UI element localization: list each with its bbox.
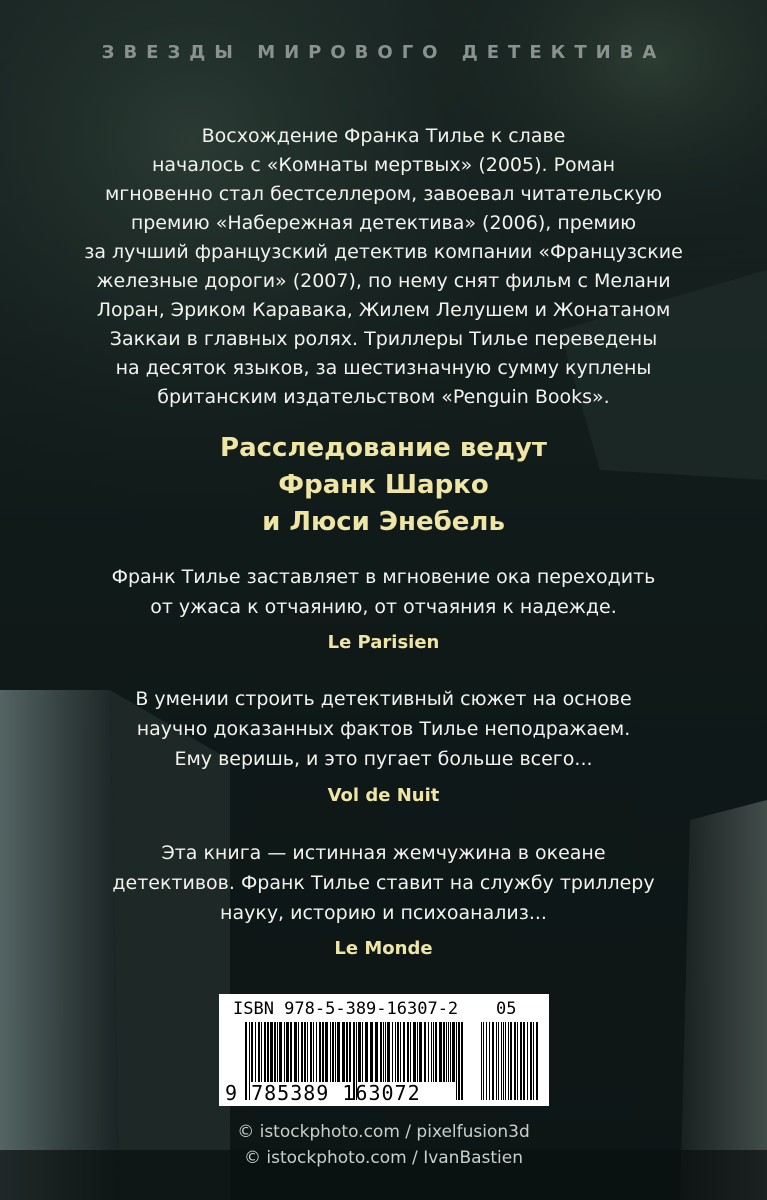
heading-line: Франк Шарко — [278, 470, 489, 500]
quote-line: Эта книга — истинная жемчужина в океане — [161, 842, 606, 864]
blurb-line: началось с «Комнаты мертвых» (2005). Роман — [151, 154, 616, 176]
quote-source: Le Monde — [334, 938, 433, 959]
blurb-line: британским издательством «Penguin Books». — [157, 386, 610, 408]
quote-line: науку, историю и психоанализ... — [220, 902, 547, 924]
blurb-line: Восхождение Франка Тилье к славе — [201, 125, 566, 147]
blurb-line: за лучший французский детектив компании «Французские — [84, 241, 683, 263]
quote-source: Le Parisien — [327, 632, 440, 653]
quote-line: В умении строить детективный сюжет на основе — [135, 688, 632, 710]
blurb-line: железные дороги» (2007), по нему снят фильм с Мелани — [96, 270, 671, 292]
photo-credit: © istockphoto.com / IvanBastien — [243, 1148, 524, 1168]
quote-source: Vol de Nuit — [327, 785, 440, 806]
isbn-addon: 05 — [496, 999, 517, 1019]
photo-credit: © istockphoto.com / pixelfusion3d — [237, 1122, 530, 1142]
quote-line: Ему веришь, и это пугает больше всего... — [174, 748, 593, 770]
quote-line: Франк Тилье заставляет в мгновение ока переходить — [111, 566, 656, 588]
isbn-barcode — [219, 994, 549, 1106]
blurb-line: на десяток языков, за шестизначную сумму куплены — [115, 357, 652, 379]
blurb-line: мгновенно стал бестселлером, завоевал читательскую — [104, 183, 663, 205]
series-title: ЗВЕЗДЫ МИРОВОГО ДЕТЕКТИВА — [101, 42, 666, 63]
barcode-digits: 9 785389 163072 — [225, 1081, 421, 1105]
quote-line: от ужаса к отчаянию, от отчаяния к надежде. — [150, 596, 617, 618]
quote-line: научно доказанных фактов Тилье неподражаем. — [136, 718, 631, 740]
heading-line: Расследование ведут — [220, 433, 547, 463]
blurb-line: премию «Набережная детектива» (2006), премию — [130, 212, 637, 234]
blurb-line: Заккаи в главных ролях. Триллеры Тилье переведены — [109, 328, 658, 350]
blurb-line: Лоран, Эриком Каравака, Жилем Лелушем и Жонатаном — [96, 299, 671, 321]
quote-line: детективов. Франк Тилье ставит на службу триллеру — [112, 872, 655, 894]
isbn-number: ISBN 978-5-389-16307-2 — [233, 999, 459, 1019]
heading-line: и Люси Энебель — [262, 507, 505, 537]
